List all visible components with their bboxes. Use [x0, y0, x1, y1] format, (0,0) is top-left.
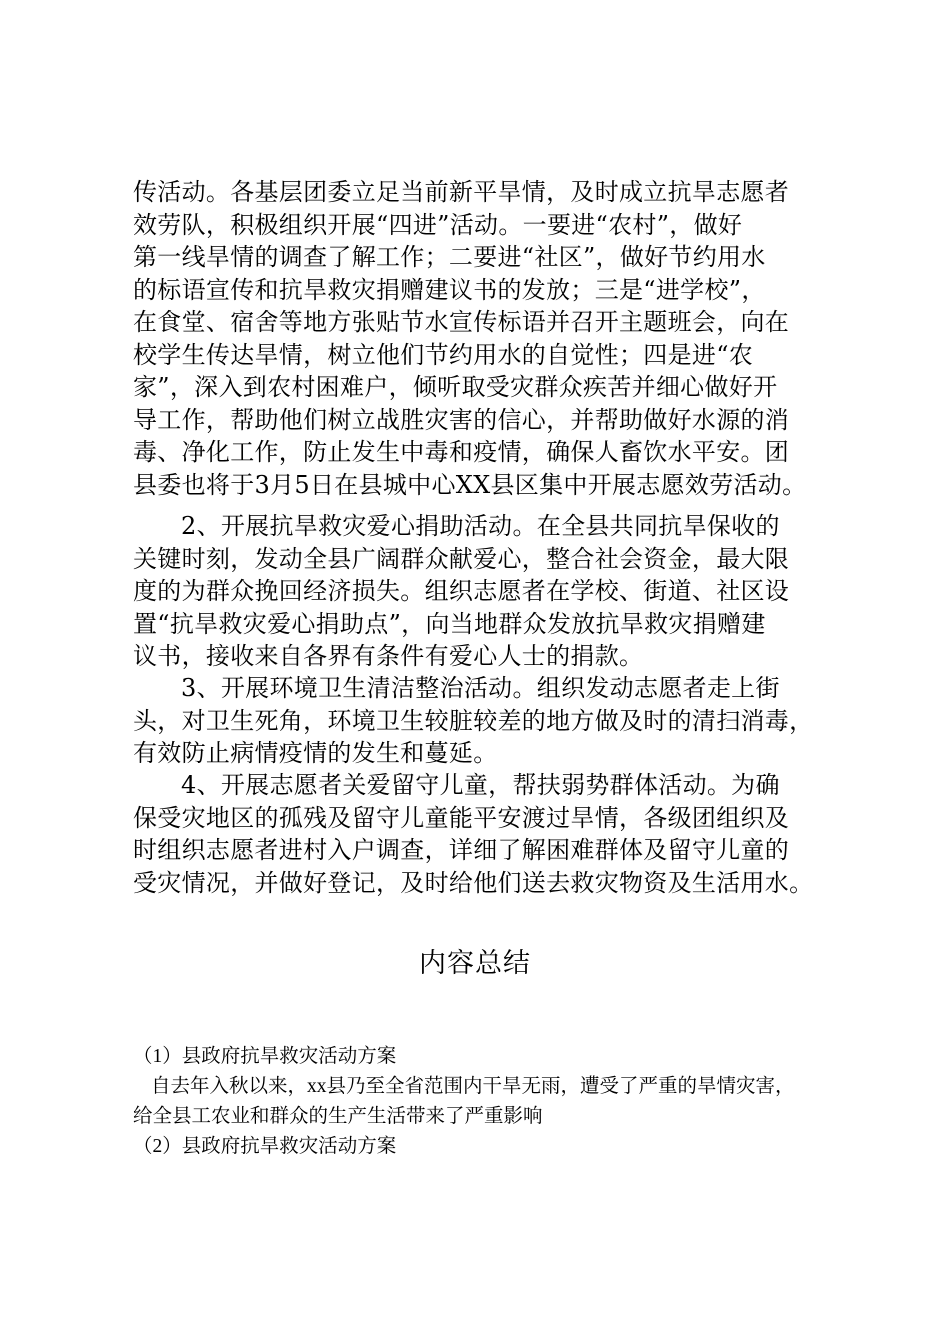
summary-section	[133, 1042, 843, 1162]
text-line: 时组织志愿者进村入户调查，详细了解困难群体及留守儿童的	[133, 836, 790, 864]
text-line: 传活动。各基层团委立足当前新平旱情，及时成立抗旱志愿者	[133, 178, 790, 206]
text-line: 议书，接收来自各界有条件有爱心人士的捐款。	[133, 642, 644, 670]
summary-title: 内容总结	[419, 948, 531, 979]
text-line: 有效防止病情疫情的发生和蔓延。	[133, 739, 498, 767]
text-line: 度的为群众挽回经济损失。组织志愿者在学校、街道、社区设	[133, 577, 790, 605]
text-line: 受灾情况，并做好登记，及时给他们送去救灾物资及生活用水。	[133, 868, 814, 897]
text-line: 毒、净化工作，防止发生中毒和疫情，确保人畜饮水平安。团	[133, 438, 790, 466]
text-line: 在食堂、宿舍等地方张贴节水宣传标语并召开主题班会，向在	[133, 308, 790, 336]
paragraph-3	[133, 672, 833, 770]
text-line: 导工作，帮助他们树立战胜灾害的信心，并帮助做好水源的消	[133, 405, 790, 434]
text-line: 3、开展环境卫生清洁整治活动。组织发动志愿者走上街	[181, 674, 780, 702]
text-line: 第一线旱情的调查了解工作；二要进“社区”，做好节约用水	[133, 243, 766, 271]
text-line: 县委也将于3月5日在县城中心XX县区集中开展志愿效劳活动。	[133, 470, 807, 499]
summary-item-1-heading: （1）县政府抗旱救灾活动方案	[133, 1046, 397, 1067]
paragraph-4	[133, 769, 833, 899]
text-line: 头，对卫生死角，环境卫生较脏较差的地方做及时的清扫消毒，	[133, 706, 814, 735]
text-line: 保受灾地区的孤残及留守儿童能平安渡过旱情，各级团组织及	[133, 803, 790, 832]
text-line: 家”，深入到农村困难户，倾听取受灾群众疾苦并细心做好开	[133, 373, 778, 401]
text-line: 关键时刻，发动全县广阔群众献爱心，整合社会资金，最大限	[133, 544, 790, 573]
text-line: 4、开展志愿者关爱留守儿童，帮扶弱势群体活动。为确	[181, 771, 780, 799]
paragraph-1	[133, 176, 833, 501]
text-line: 校学生传达旱情，树立他们节约用水的自觉性；四是进“农	[133, 340, 754, 369]
text-line: 2、开展抗旱救灾爱心捐助活动。在全县共同抗旱保收的	[181, 512, 780, 540]
summary-item-1-text-cont: 给全县工农业和群众的生产生活带来了严重影响	[133, 1106, 543, 1127]
summary-item-2-heading: （2）县政府抗旱救灾活动方案	[133, 1136, 397, 1157]
text-line: 效劳队，积极组织开展“四进”活动。一要进“农村”，做好	[133, 210, 743, 239]
text-line: 的标语宣传和抗旱救灾捐赠建议书的发放；三是“进学校”，	[133, 275, 766, 304]
summary-item-1-text: 自去年入秋以来，xx县乃至全省范围内干旱无雨，遭受了严重的旱情灾害，	[151, 1076, 795, 1097]
text-line: 置“抗旱救灾爱心捐助点”，向当地群众发放抗旱救灾捐赠建	[133, 609, 766, 638]
paragraph-2	[133, 510, 833, 673]
